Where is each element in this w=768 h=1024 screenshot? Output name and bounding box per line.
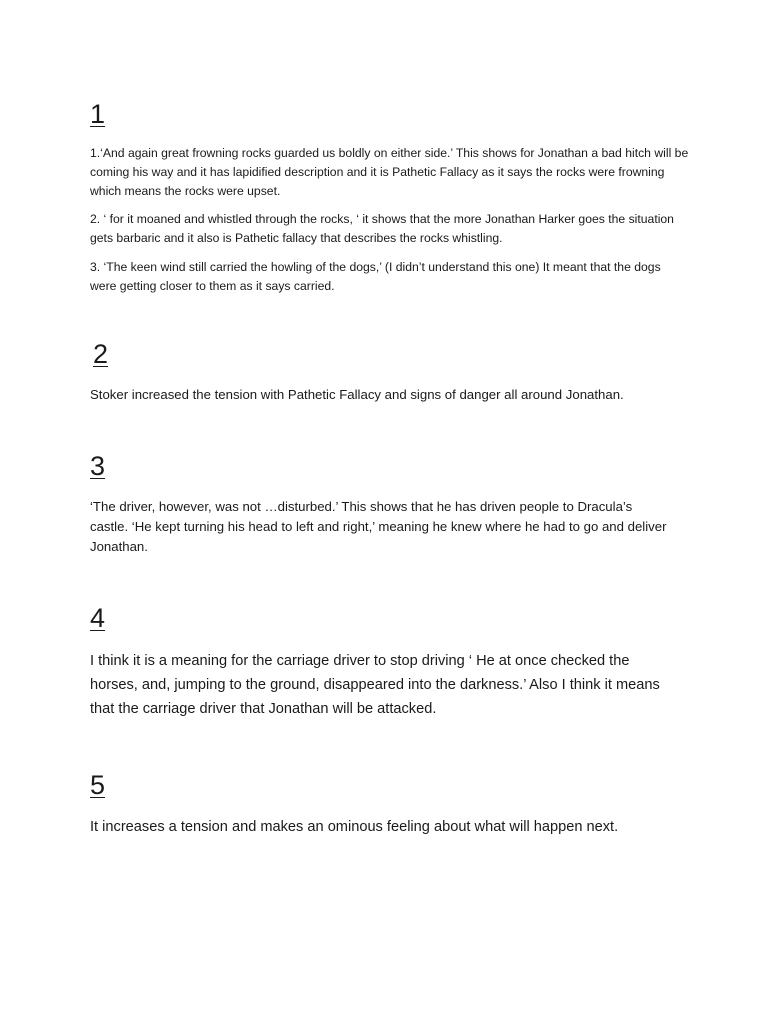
section-2-number: 2 <box>93 339 109 369</box>
section-3-number: 3 <box>90 451 106 481</box>
section-1-paragraph-2: 2. ‘ for it moaned and whistled through the rocks, ‘ it shows that the more Jonathan Harker goes the situation gets barbaric and it also is Pathetic fallacy that describes the rocks whistling. <box>90 212 674 245</box>
section-5-paragraph-1: It increases a tension and makes an ominous feeling about what will happen next. <box>90 819 619 835</box>
section-4-paragraph-1: I think it is a meaning for the carriage driver to stop driving ‘ He at once checked the horses, and, jumping to the ground, disappeared into the darkness.’ Also I think it means that the carriage driver that Jonathan will be attacked. <box>90 653 660 717</box>
section-1-number: 1 <box>90 99 106 129</box>
section-1-paragraph-1: 1.‘And again great frowning rocks guarded us boldly on either side.’ This shows for Jonathan a bad hitch will be coming his way and it has lapidified description and it is Pathetic Fallacy as it says the rocks were frowning which means the rocks were upset. <box>90 146 689 198</box>
section-3-paragraph-1: ‘The driver, however, was not …disturbed.’ This shows that he has driven people to Dracula’s castle. ‘He kept turning his head to left and right,’ meaning he knew where he had to go and deliver Jonathan. <box>90 499 667 554</box>
section-1-paragraph-3: 3. ‘The keen wind still carried the howling of the dogs,’ (I didn’t understand this one) It meant that the dogs were getting closer to them as it says carried. <box>90 260 661 293</box>
section-2-paragraph-1: Stoker increased the tension with Pathetic Fallacy and signs of danger all around Jonathan. <box>90 387 624 402</box>
section-5-number: 5 <box>90 770 106 800</box>
section-4-number: 4 <box>90 603 106 633</box>
